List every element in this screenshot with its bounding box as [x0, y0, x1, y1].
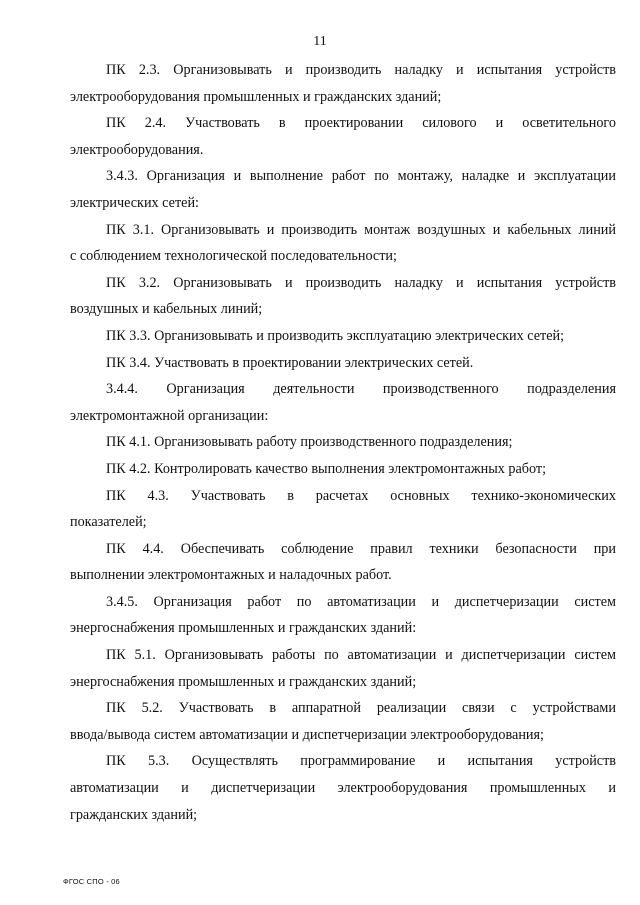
paragraph-line: 3.4.3. Организация и выполнение работ по монтажу, наладке и эксплуатации [106, 168, 616, 185]
paragraph [70, 217, 616, 270]
paragraph-line: ПК 4.2. Контролировать качество выполнения электромонтажных работ; [106, 460, 547, 477]
paragraph-line: ПК 5.2. Участвовать в аппаратной реализации связи с устройствами [106, 700, 616, 717]
paragraph-line: электрооборудования промышленных и гражданских зданий; [70, 88, 442, 105]
paragraph [70, 350, 616, 377]
paragraph [70, 695, 616, 748]
document-body [70, 57, 616, 828]
paragraph-line: электромонтажной организации: [70, 407, 269, 424]
paragraph [70, 483, 616, 536]
paragraph-line: выполнении электромонтажных и наладочных работ. [70, 567, 392, 584]
paragraph-line: ПК 4.1. Организовывать работу производственного подразделения; [106, 434, 513, 451]
paragraph-line: ввода/вывода систем автоматизации и диспетчеризации электрооборудования; [70, 726, 544, 743]
paragraph-line: с соблюдением технологической последовательности; [70, 248, 397, 265]
paragraph-line: гражданских зданий; [70, 806, 198, 823]
paragraph-line: автоматизации и диспетчеризации электрооборудования промышленных и [70, 780, 616, 797]
paragraph [70, 57, 616, 110]
paragraph [70, 270, 616, 323]
paragraph-line: электрических сетей: [70, 194, 199, 211]
paragraph [70, 429, 616, 456]
paragraph-line: 3.4.4. Организация деятельности производственного подразделения [106, 381, 616, 398]
page-number: 11 [313, 34, 327, 49]
paragraph [70, 376, 616, 429]
paragraph-line: 3.4.5. Организация работ по автоматизации и диспетчеризации систем [106, 593, 616, 610]
paragraph [70, 589, 616, 642]
paragraph-line: ПК 3.3. Организовывать и производить эксплуатацию электрических сетей; [106, 327, 565, 344]
paragraph-line: ПК 2.3. Организовывать и производить наладку и испытания устройств [106, 62, 616, 78]
paragraph-line: ПК 4.3. Участвовать в расчетах основных технико-экономических [106, 487, 616, 504]
paragraph-line: показателей; [70, 514, 147, 531]
paragraph [70, 110, 616, 163]
paragraph-line: ПК 3.4. Участвовать в проектировании электрических сетей. [106, 354, 474, 371]
paragraph-line: ПК 4.4. Обеспечивать соблюдение правил техники безопасности при [106, 540, 616, 557]
paragraph [70, 536, 616, 589]
paragraph-line: электрооборудования. [70, 141, 204, 158]
paragraph-line: ПК 5.3. Осуществлять программирование и испытания устройств [106, 753, 616, 770]
paragraph [70, 642, 616, 695]
paragraph [70, 748, 616, 828]
paragraph-line: энергоснабжения промышленных и гражданских зданий: [70, 620, 417, 637]
paragraph [70, 323, 616, 350]
paragraph-line: ПК 3.2. Организовывать и производить наладку и испытания устройств [106, 274, 616, 291]
paragraph-line: ПК 5.1. Организовывать работы по автоматизации и диспетчеризации систем [106, 647, 616, 664]
paragraph-line: ПК 3.1. Организовывать и производить монтаж воздушных и кабельных линий [106, 221, 616, 238]
paragraph [70, 456, 616, 483]
footer-label: ФГОС СПО - 06 [63, 877, 120, 886]
paragraph-line: ПК 2.4. Участвовать в проектировании силового и осветительного [106, 115, 616, 132]
paragraph-line: воздушных и кабельных линий; [70, 301, 263, 318]
paragraph-line: энергоснабжения промышленных и гражданских зданий; [70, 673, 417, 690]
paragraph [70, 163, 616, 216]
